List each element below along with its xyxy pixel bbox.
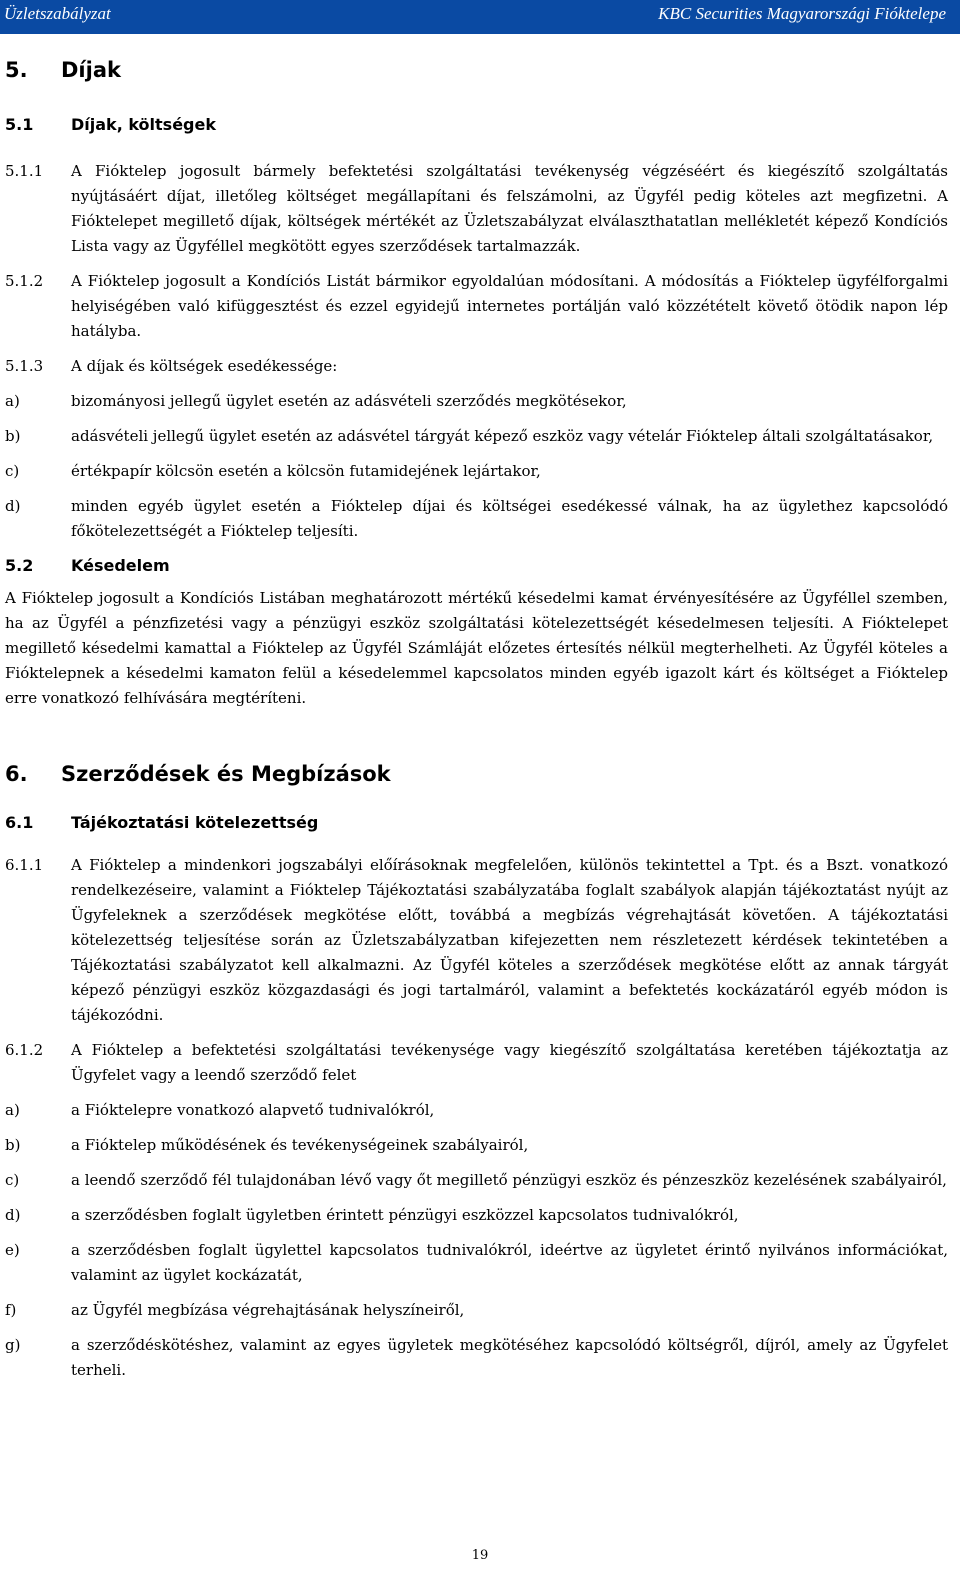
list-item-text: a Fióktelep működésének és tevékenységeinek szabályairól, <box>71 1136 529 1154</box>
list-item-text: a szerződéskötéshez, valamint az egyes ügyletek megkötéséhez kapcsolódó költségről, díjról, amely az Ügyfelet terheli. <box>71 1336 948 1379</box>
list-item-text: minden egyéb ügylet esetén a Fióktelep díjai és költségei esedékessé válnak, ha az ügylethez kapcsolódó főkötelezettségét a Fióktelep teljesíti. <box>71 497 948 540</box>
list-item-text: a szerződésben foglalt ügylettel kapcsolatos tudnivalókról, ideértve az ügyletet érintő nyilvános információkat, valamint az ügylet kockázatát, <box>71 1241 948 1284</box>
list-item-label: a) <box>5 1101 20 1119</box>
list-item-text: a leendő szerződő fél tulajdonában lévő vagy őt megillető pénzügyi eszköz és pénzeszköz kezelésének szabályairól, <box>71 1171 947 1189</box>
section-heading-6 <box>5 759 948 789</box>
list-item-label: c) <box>5 462 20 480</box>
list-item-label: e) <box>5 1241 20 1259</box>
list-item-text: a Fióktelepre vonatkozó alapvető tudnivalókról, <box>71 1101 435 1119</box>
list-item <box>5 1168 948 1193</box>
list-6-1-2 <box>5 1098 948 1383</box>
list-item-text: adásvételi jellegű ügylet esetén az adásvétel tárgyát képező eszköz vagy vételár Fióktelep általi szolgáltatásakor, <box>71 427 934 445</box>
subsection-title: Tájékoztatási kötelezettség <box>71 813 319 832</box>
list-item-label: g) <box>5 1336 21 1354</box>
list-item-text: az Ügyfél megbízása végrehajtásának helyszíneiről, <box>71 1301 465 1319</box>
subsection-number: 5.2 <box>5 556 34 575</box>
list-item <box>5 1203 948 1228</box>
page-number: 19 <box>471 1548 489 1563</box>
subsection-title: Késedelem <box>71 556 170 575</box>
subsection-number: 5.1 <box>5 115 34 134</box>
section-title: Díjak <box>61 58 121 82</box>
list-5-1-3 <box>5 389 948 544</box>
list-item-label: d) <box>5 1206 21 1224</box>
page-header <box>0 0 960 34</box>
subsection-heading-5-1 <box>5 113 948 137</box>
subsection-heading-5-2 <box>5 554 948 578</box>
page-body <box>5 55 948 1383</box>
list-item-label: f) <box>5 1301 17 1319</box>
paragraph-text: A Fióktelep a befektetési szolgáltatási tevékenysége vagy kiegészítő szolgáltatása keretében tájékoztatja az Ügyfelet vagy a leendő szerződő felet <box>71 1041 948 1084</box>
list-item-text: bizományosi jellegű ügylet esetén az adásvételi szerződés megkötésekor, <box>71 392 627 410</box>
paragraph-6-1-1 <box>5 853 948 1028</box>
paragraph-5-2: A Fióktelep jogosult a Kondíciós Listában meghatározott mértékű késedelmi kamat érvényesítésére az Ügyféllel szemben, ha az Ügyfél a pénzfizetési vagy a pénzügyi eszköz szolgáltatási kötelezettségét késedelmesen teljesíti. A Fióktelepet megillető késedelmi kamattal a Fióktelep az Ügyfél Számláját előzetes értesítés nélkül megterhelheti. Az Ügyfél köteles a Fióktelepnek a késedelmi kamaton felül a késedelemmel kapcsolatos minden egyéb igazolt kárt és költséget a Fióktelep erre vonatkozó felhívására megtéríteni. <box>5 589 948 707</box>
list-item <box>5 1298 948 1323</box>
list-item-text: értékpapír kölcsön esetén a kölcsön futamidejének lejártakor, <box>71 462 541 480</box>
paragraph-number: 5.1.2 <box>5 272 44 290</box>
list-item-label: d) <box>5 497 21 515</box>
paragraph-text: A díjak és költségek esedékessége: <box>71 357 338 375</box>
list-item <box>5 494 948 544</box>
list-item <box>5 1333 948 1383</box>
list-item <box>5 424 948 449</box>
paragraph-text: A Fióktelep a mindenkori jogszabályi előírásoknak megfelelően, különös tekintettel a Tpt. és a Bszt. vonatkozó rendelkezéseire, valamint a Fióktelep Tájékoztatási szabályzatába foglalt szabályok alapján tájékoztatást nyújt az Ügyfeleknek a szerződések megkötése előtt, továbbá a megbízás végrehajtását követően. A tájékoztatási kötelezettség teljesítése során az Üzletszabályzatban kifejezetten nem részletezett kérdések tekintetében a Tájékoztatási szabályzatot kell alkalmazni. Az Ügyfél köteles a szerződések megkötése előtt az annak tárgyát képező pénzügyi eszköz közgazdasági és jogi tartalmáról, valamint a befektetés kockázatáról egyéb módon is tájékozódni. <box>71 856 948 1024</box>
paragraph-number: 6.1.2 <box>5 1041 44 1059</box>
paragraph-number: 5.1.1 <box>5 162 44 180</box>
list-item-label: b) <box>5 1136 21 1154</box>
header-document-title: Üzletszabályzat <box>4 4 111 23</box>
section-heading-5 <box>5 55 948 85</box>
list-item-label: a) <box>5 392 20 410</box>
paragraph-5-1-3 <box>5 354 948 379</box>
section-number: 6. <box>5 762 28 786</box>
paragraph-6-1-2 <box>5 1038 948 1088</box>
list-item-label: c) <box>5 1171 20 1189</box>
paragraph-5-1-2 <box>5 269 948 344</box>
header-company-name: KBC Securities Magyarországi Fióktelepe <box>658 4 946 23</box>
list-item-text: a szerződésben foglalt ügyletben érintett pénzügyi eszközzel kapcsolatos tudnivalókról, <box>71 1206 739 1224</box>
paragraph-5-1-1 <box>5 159 948 259</box>
paragraph-number: 5.1.3 <box>5 357 44 375</box>
section-number: 5. <box>5 58 28 82</box>
paragraph-text: A Fióktelep jogosult a Kondíciós Listát bármikor egyoldalúan módosítani. A módosítás a Fióktelep ügyfélforgalmi helyiségében való kifüggesztést és ezzel egyidejű internetes portálján való közzétételt követő ötödik napon lép hatályba. <box>71 272 948 340</box>
list-item <box>5 459 948 484</box>
subsection-heading-6-1 <box>5 811 948 835</box>
list-item <box>5 389 948 414</box>
list-item <box>5 1238 948 1288</box>
list-item-label: b) <box>5 427 21 445</box>
paragraph-number: 6.1.1 <box>5 856 44 874</box>
list-item <box>5 1098 948 1123</box>
subsection-title: Díjak, költségek <box>71 115 216 134</box>
paragraph-text: A Fióktelep jogosult bármely befektetési szolgáltatási tevékenység végzéséért és kiegészítő szolgáltatás nyújtásáért díjat, illetőleg költséget megállapítani és felszámolni, az Ügyfél pedig köteles azt megfizetni. A Fióktelepet megillető díjak, költségek mértékét az Üzletszabályzat elválaszthatatlan mellékletét képező Kondíciós Lista vagy az Ügyféllel megkötött egyes szerződések tartalmazzák. <box>71 162 948 255</box>
list-item <box>5 1133 948 1158</box>
section-title: Szerződések és Megbízások <box>61 762 391 786</box>
subsection-number: 6.1 <box>5 813 34 832</box>
